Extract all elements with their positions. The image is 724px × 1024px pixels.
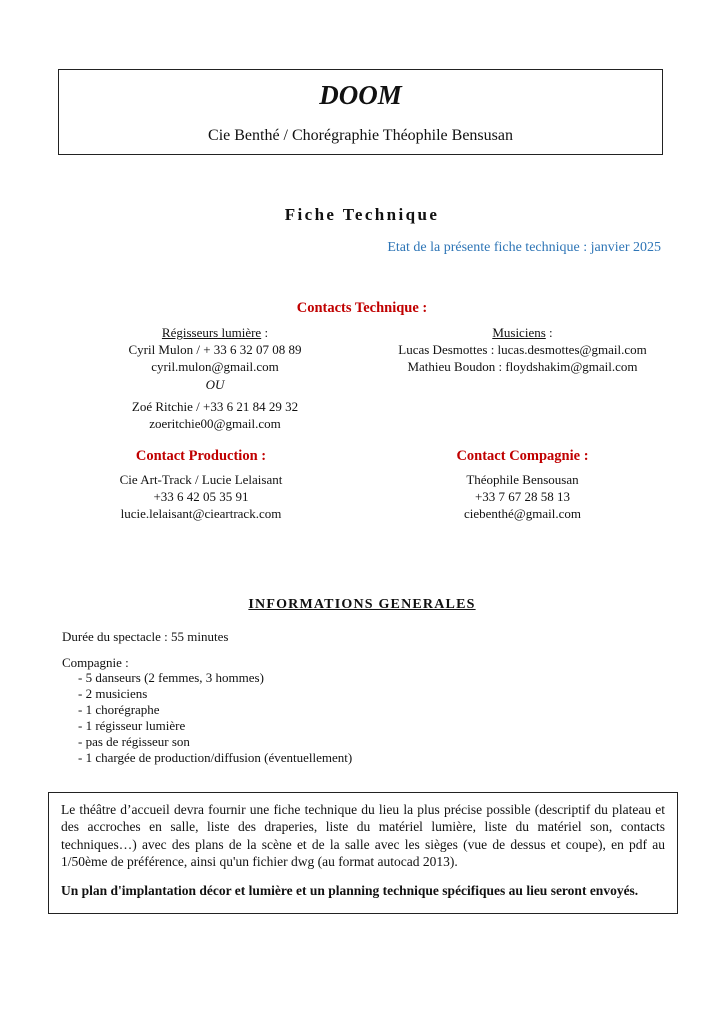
notice-bold: Un plan d'implantation décor et lumière et un planning technique spécifiques au lieu seront envoyés. xyxy=(61,882,639,898)
musiciens-line2: Mathieu Boudon : floydshakim@gmail.com xyxy=(407,359,638,374)
informations-title-text: INFORMATIONS GENERALES xyxy=(248,597,476,612)
production-line1: Cie Art-Track / Lucie Lelaisant xyxy=(119,472,283,487)
compagnie-line2: +33 7 67 28 58 13 xyxy=(474,489,571,504)
lumiere-contacts xyxy=(90,324,340,432)
list-item: - 2 musiciens xyxy=(78,686,148,701)
list-item: - 1 chorégraphe xyxy=(78,702,160,717)
compagnie-list xyxy=(78,670,352,766)
production-contacts xyxy=(90,471,312,522)
musiciens-contacts xyxy=(380,324,665,375)
musiciens-label-suffix: : xyxy=(545,325,553,340)
production-line3: lucie.lelaisant@cieartrack.com xyxy=(120,506,282,521)
lumiere-label-line xyxy=(90,324,340,341)
notice-text: Le théâtre d’accueil devra fournir une fiche technique du lieu la plus précise possible (descriptif du plateau et des accroches en salle, liste des draperies, liste du matériel lumière, liste du matériel son, contacts techniques…) avec des plans de la scène et de la salle avec les sièges (vue de dessus et coupe), en pdf au 1/50ème de préférence, ainsi qu'un fichier dwg (au format autocad 2013). xyxy=(61,802,665,870)
notice-box xyxy=(48,792,678,914)
production-line2: +33 6 42 05 35 91 xyxy=(153,489,249,504)
musiciens-line1: Lucas Desmottes : lucas.desmottes@gmail.com xyxy=(398,342,647,357)
informations-title xyxy=(0,597,724,613)
fiche-title: Fiche Technique xyxy=(284,205,440,224)
musiciens-label-line xyxy=(380,324,665,341)
contact-production-heading: Contact Production : xyxy=(135,448,267,464)
date-line: Etat de la présente fiche technique : janvier 2025 xyxy=(387,240,661,255)
lumiere-line2: cyril.mulon@gmail.com xyxy=(151,359,279,374)
list-item: - 5 danseurs (2 femmes, 3 hommes) xyxy=(78,670,264,685)
compagnie-contacts xyxy=(420,471,625,522)
show-title: DOOM xyxy=(319,80,402,110)
lumiere-line4: zoeritchie00@gmail.com xyxy=(149,416,281,431)
lumiere-or: OU xyxy=(205,377,225,392)
compagnie-line1: Théophile Bensousan xyxy=(466,472,579,487)
list-item: - 1 chargée de production/diffusion (éventuellement) xyxy=(78,750,353,765)
musiciens-label: Musiciens xyxy=(492,325,546,340)
contacts-technique-heading: Contacts Technique : xyxy=(296,300,428,316)
lumiere-label: Régisseurs lumière xyxy=(161,325,262,340)
company-subtitle: Cie Benthé / Chorégraphie Théophile Bensusan xyxy=(208,127,513,144)
lumiere-line3: Zoé Ritchie / +33 6 21 84 29 32 xyxy=(131,399,299,414)
compagnie-line3: ciebenthé@gmail.com xyxy=(463,506,581,521)
compagnie-label: Compagnie : xyxy=(62,655,129,670)
lumiere-label-suffix: : xyxy=(261,325,269,340)
duree: Durée du spectacle : 55 minutes xyxy=(62,629,229,644)
lumiere-line1: Cyril Mulon / + 33 6 32 07 08 89 xyxy=(128,342,302,357)
list-item: - pas de régisseur son xyxy=(78,734,190,749)
contact-compagnie-heading: Contact Compagnie : xyxy=(456,448,589,464)
list-item: - 1 régisseur lumière xyxy=(78,718,186,733)
